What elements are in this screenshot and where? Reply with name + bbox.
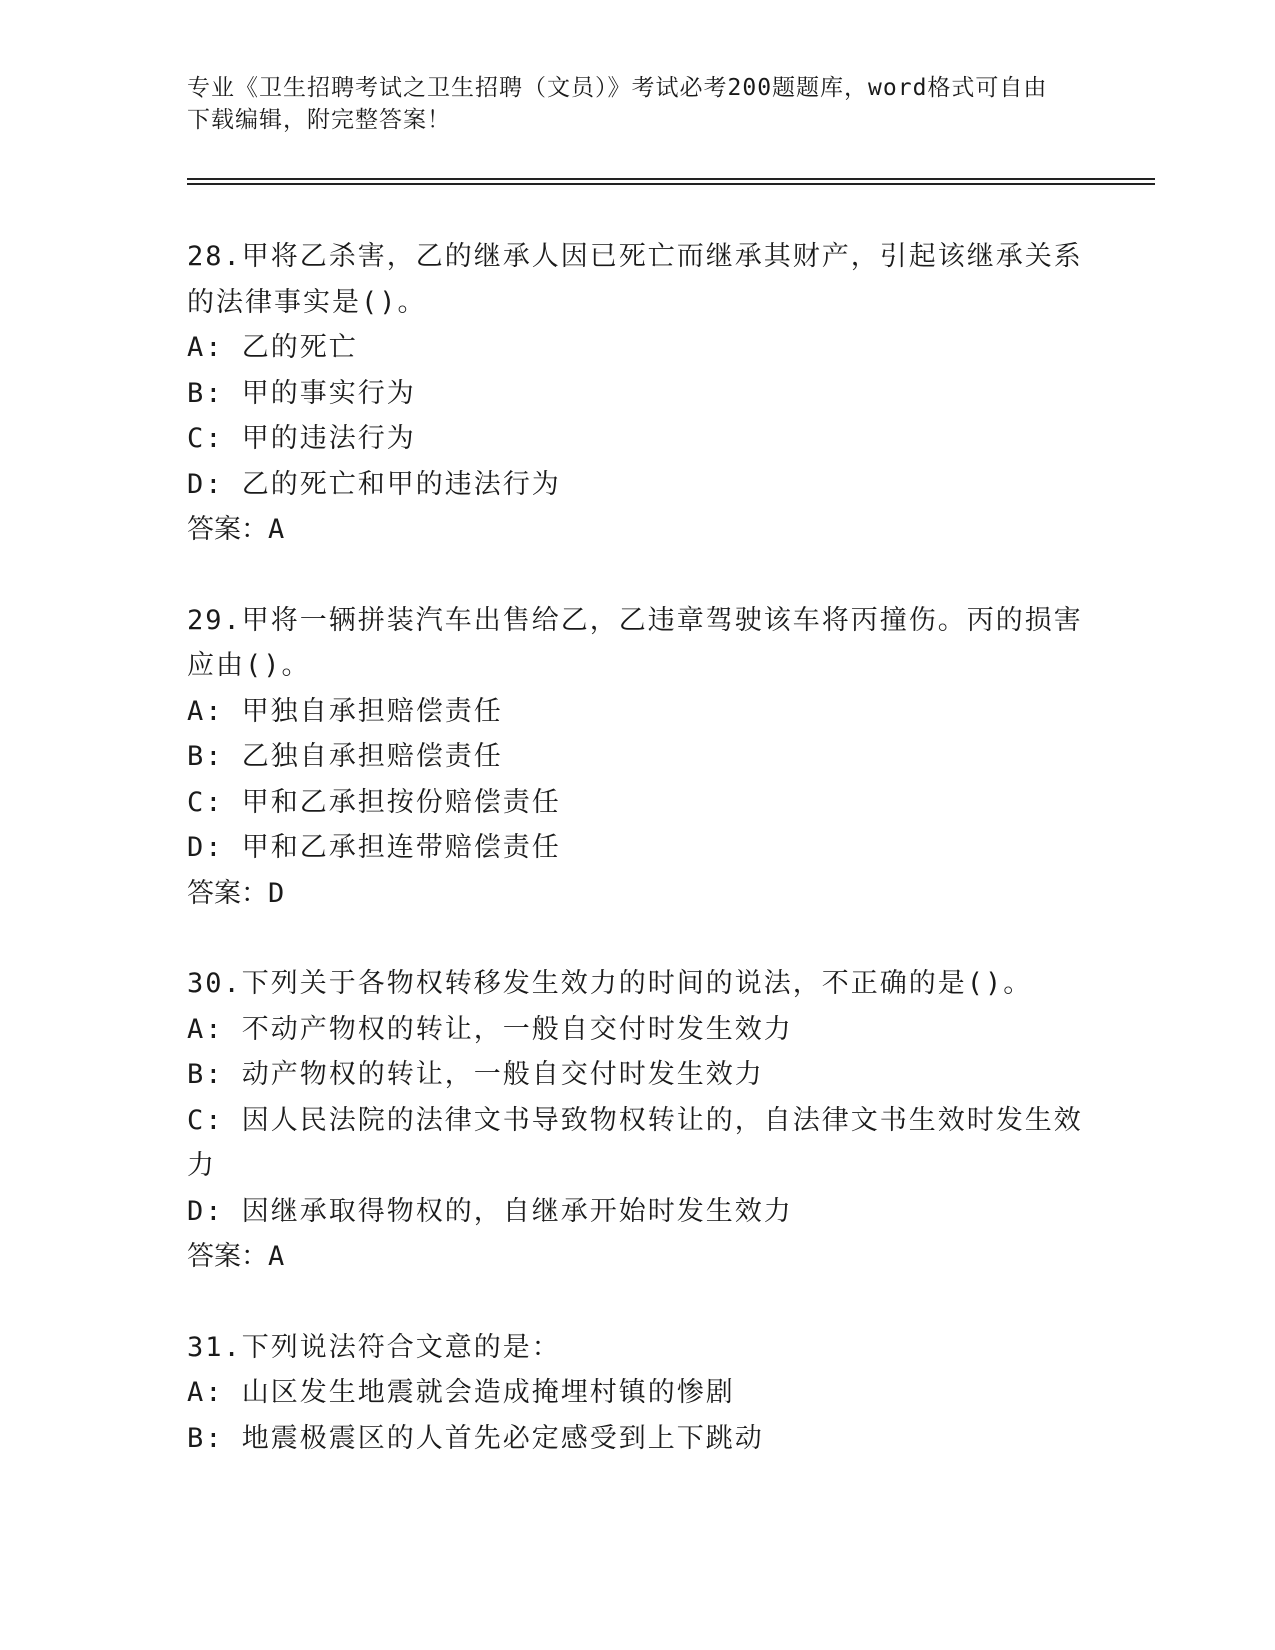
answer-line [187, 1234, 1087, 1280]
option-d: D: 乙的死亡和甲的违法行为 [187, 468, 561, 500]
answer-line [187, 871, 1087, 917]
question-30 [187, 961, 1087, 1280]
option-c: C: 因人民法院的法律文书导致物权转让的，自法律文书生效时发生效力 [187, 1104, 1083, 1181]
question-list [187, 234, 1087, 1461]
option-d: D: 甲和乙承担连带赔偿责任 [187, 832, 561, 863]
document-header: 专业《卫生招聘考试之卫生招聘（文员）》考试必考200题题库，word格式可自由下载编辑，附完整答案！ [187, 75, 1048, 133]
header-divider-bottom [187, 183, 1155, 185]
answer-line [187, 507, 1087, 553]
answer-value: A [268, 1241, 285, 1272]
question-stem: 28.甲将乙杀害，乙的继承人因已死亡而继承其财产，引起该继承关系的法律事实是()。 [187, 241, 1083, 318]
option-b: B: 动产物权的转让，一般自交付时发生效力 [187, 1059, 764, 1090]
option-a: A: 山区发生地震就会造成掩埋村镇的惨剧 [187, 1377, 735, 1408]
option-a: A: 甲独自承担赔偿责任 [187, 695, 503, 727]
answer-label: 答案： [187, 1241, 268, 1272]
option-b: B: 甲的事实行为 [187, 377, 416, 409]
question-29 [187, 598, 1087, 917]
question-stem: 30.下列关于各物权转移发生效力的时间的说法，不正确的是()。 [187, 968, 1033, 999]
option-a: A: 不动产物权的转让，一般自交付时发生效力 [187, 1013, 793, 1045]
option-c: C: 甲的违法行为 [187, 423, 416, 454]
answer-value: D [268, 877, 285, 909]
option-d: D: 因继承取得物权的，自继承开始时发生效力 [187, 1195, 793, 1227]
answer-label: 答案： [187, 877, 268, 909]
question-stem: 31.下列说法符合文意的是： [187, 1331, 561, 1363]
answer-value: A [268, 514, 285, 545]
question-31 [187, 1325, 1087, 1462]
option-b: B: 乙独自承担赔偿责任 [187, 741, 503, 772]
header-divider-top [187, 178, 1155, 180]
question-28 [187, 234, 1087, 553]
answer-label: 答案： [187, 514, 268, 545]
option-a: A: 乙的死亡 [187, 332, 358, 363]
question-stem: 29.甲将一辆拼装汽车出售给乙，乙违章驾驶该车将丙撞伤。丙的损害应由()。 [187, 604, 1083, 681]
option-c: C: 甲和乙承担按份赔偿责任 [187, 786, 561, 818]
option-b: B: 地震极震区的人首先必定感受到上下跳动 [187, 1422, 764, 1454]
